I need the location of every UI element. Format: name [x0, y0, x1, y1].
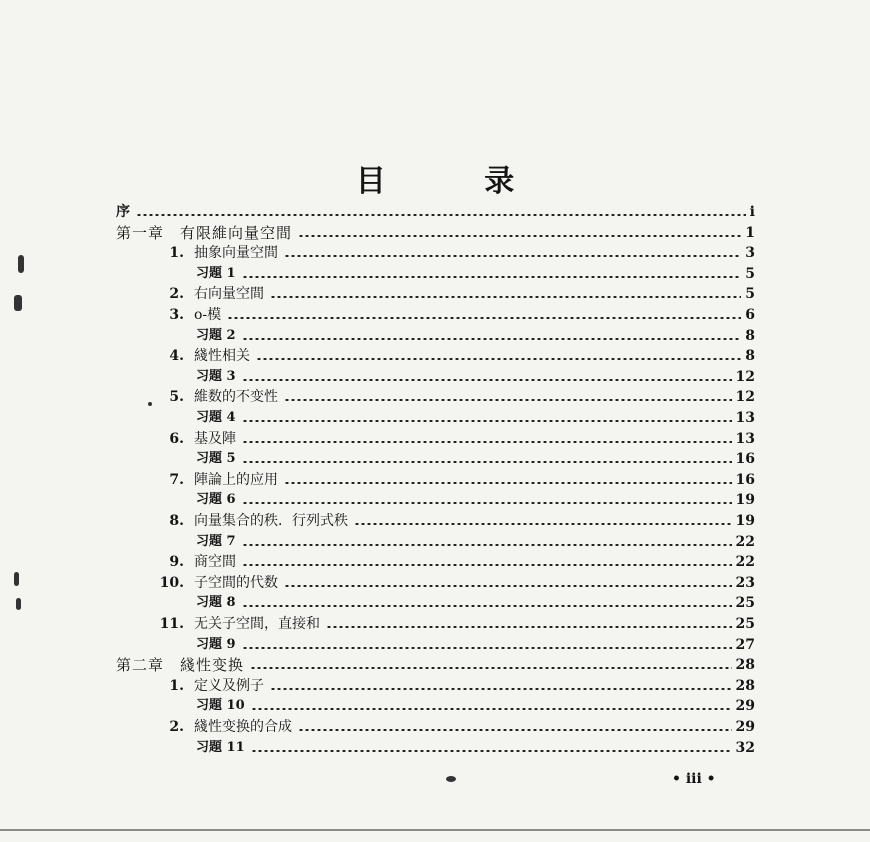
toc-entry-page: 28: [735, 677, 755, 694]
toc-entry-title: 无关子空間，直接和: [194, 616, 320, 632]
toc-entry-page: 32: [735, 739, 755, 756]
dot-leader: [326, 626, 732, 628]
toc-entry-page: 13: [735, 430, 755, 447]
toc-entry-title: 习題 9: [196, 636, 236, 652]
dot-leader: [242, 461, 732, 463]
toc-entry-page: 25: [735, 616, 755, 632]
dot-leader: [242, 647, 732, 649]
toc-entry-page: 8: [745, 327, 755, 344]
toc-entry-page: 22: [735, 533, 755, 550]
toc-entry: [150, 573, 755, 593]
toc-entry-page: 8: [745, 348, 755, 365]
dot-leader: [298, 235, 741, 237]
dot-leader: [242, 544, 732, 546]
toc-entry-title: 习題 1: [196, 265, 236, 281]
toc-entry-page: 16: [735, 471, 755, 488]
toc-entry: [196, 593, 755, 613]
toc-entry: [196, 635, 755, 655]
dot-leader: [298, 729, 732, 731]
toc-entry-title: 商空間: [194, 554, 236, 571]
toc-entry-page: 3: [745, 245, 755, 262]
toc-entry-title: 抽象向量空間: [194, 245, 278, 262]
toc-entry: [150, 305, 755, 325]
dot-leader: [284, 585, 732, 587]
toc-entry-page: 6: [745, 307, 755, 323]
toc-entry-title: 第二章 綫性变换: [116, 656, 245, 675]
toc-entry-page: 22: [735, 554, 755, 571]
dot-leader: [242, 605, 732, 607]
toc-entry-title: 向量集合的秩．行列式秩: [194, 513, 348, 529]
toc-entry-title: 第一章 有限維向量空間: [116, 223, 293, 242]
toc-entry-page: 28: [735, 657, 755, 674]
toc-entry: [150, 676, 755, 696]
toc-entry-number: 1.: [169, 677, 184, 694]
toc-entry-title: 习題 4: [196, 410, 236, 425]
toc-entry-number: 11.: [159, 616, 184, 632]
dot-leader: [242, 338, 742, 340]
toc-entry-number: 2.: [169, 719, 184, 735]
toc-entry-number: 4.: [169, 348, 184, 365]
toc-entry-number: 3.: [169, 307, 184, 323]
toc-entry-title: 右向量空間: [194, 286, 264, 303]
toc-entry: [116, 655, 755, 675]
toc-entry-page: 23: [735, 574, 755, 591]
toc-entry: [150, 470, 755, 490]
toc-entry: [196, 326, 755, 346]
toc-entry-number: 5.: [169, 389, 184, 406]
toc-entry-number: 10.: [159, 574, 184, 591]
toc-entry-page: 29: [735, 719, 755, 735]
toc-entry: [150, 614, 755, 634]
toc-entry-title: 子空間的代数: [194, 574, 278, 591]
dot-leader: [270, 296, 741, 298]
dot-leader: [242, 564, 732, 566]
toc-entry: [196, 449, 755, 469]
toc-entry: [196, 264, 755, 284]
toc-entry-page: 5: [745, 265, 755, 282]
dot-leader: [250, 667, 732, 669]
ink-speck: [14, 572, 19, 586]
toc-entry-number: 1.: [169, 245, 184, 262]
toc-entry-title: 基及陣: [194, 430, 236, 447]
toc-entry-title: 定义及例子: [194, 677, 264, 694]
toc-entry: [116, 202, 755, 222]
dot-leader: [284, 255, 741, 257]
toc-entry-title: 习題 10: [196, 698, 245, 714]
toc-entry-page: 12: [735, 389, 755, 406]
dot-leader: [242, 441, 732, 443]
toc-entry: [150, 552, 755, 572]
toc-entry-title: 习題 11: [196, 739, 245, 755]
dot-leader: [242, 420, 732, 422]
toc-entry-title: 习題 8: [196, 595, 236, 611]
toc-entry-page: 12: [735, 368, 755, 385]
ink-speck: [14, 295, 22, 311]
toc-entry-number: 2.: [169, 286, 184, 303]
dot-leader: [270, 688, 732, 690]
toc-entry-page: 29: [735, 698, 755, 715]
toc-entry-title: 綫性相关: [194, 348, 250, 365]
toc-entry-title: o-模: [194, 307, 222, 323]
toc-entry: [150, 717, 755, 737]
dot-leader: [136, 214, 746, 216]
toc-entry-page: 27: [735, 636, 755, 653]
dot-leader: [284, 482, 732, 484]
toc-entry-title: 綫性变换的合成: [194, 719, 292, 735]
page-number: • iii •: [672, 771, 716, 787]
toc-entry-title: 习題 3: [196, 368, 236, 384]
toc-entry-number: 9.: [169, 554, 184, 571]
toc-entry-title: 习題 7: [196, 533, 236, 549]
toc-entry-title: 习題 5: [196, 451, 236, 467]
ink-speck: [16, 598, 21, 610]
toc-entry-page: 5: [745, 286, 755, 303]
toc-entry: [196, 696, 755, 716]
dot-leader: [251, 708, 732, 710]
ink-speck: [446, 776, 456, 782]
ink-speck: [18, 255, 24, 273]
ink-speck: [148, 402, 152, 406]
toc-entry: [150, 346, 755, 366]
dot-leader: [242, 379, 732, 381]
toc-entry: [196, 367, 755, 387]
toc-entry-number: 8.: [169, 513, 184, 529]
toc-entry-page: 1: [745, 224, 755, 241]
dot-leader: [227, 317, 741, 319]
dot-leader: [354, 523, 732, 525]
toc-entry-page: 25: [735, 595, 755, 612]
dot-leader: [256, 358, 741, 360]
toc-entry-page: 16: [735, 451, 755, 468]
toc-entry: [150, 429, 755, 449]
toc-entry: [150, 243, 755, 263]
dot-leader: [251, 750, 732, 752]
toc-entry-title: 序: [116, 204, 130, 220]
toc-entry-number: 6.: [169, 430, 184, 447]
toc-entry-page: i: [749, 204, 755, 220]
toc-entry: [150, 284, 755, 304]
toc-entry: [150, 511, 755, 531]
toc-entry-title: 維数的不变性: [194, 389, 278, 406]
dot-leader: [284, 399, 732, 401]
toc-entry: [150, 387, 755, 407]
toc-entry: [196, 490, 755, 510]
toc-entry-title: 习題 2: [196, 327, 236, 343]
toc-entry: [196, 738, 755, 758]
toc-entry-page: 19: [735, 513, 755, 529]
dot-leader: [242, 276, 742, 278]
toc-entry: [196, 408, 755, 428]
toc-entry-number: 7.: [169, 471, 184, 488]
toc-entry-title: 习題 6: [196, 492, 236, 508]
page-title: 目 录: [355, 164, 559, 199]
toc-entry: [116, 223, 755, 243]
toc-entry-title: 陣論上的应用: [194, 471, 278, 488]
toc-entry-page: 19: [735, 492, 755, 509]
toc-entry: [196, 532, 755, 552]
dot-leader: [242, 502, 732, 504]
toc-entry-page: 13: [735, 410, 755, 426]
bottom-rule: [0, 829, 870, 831]
